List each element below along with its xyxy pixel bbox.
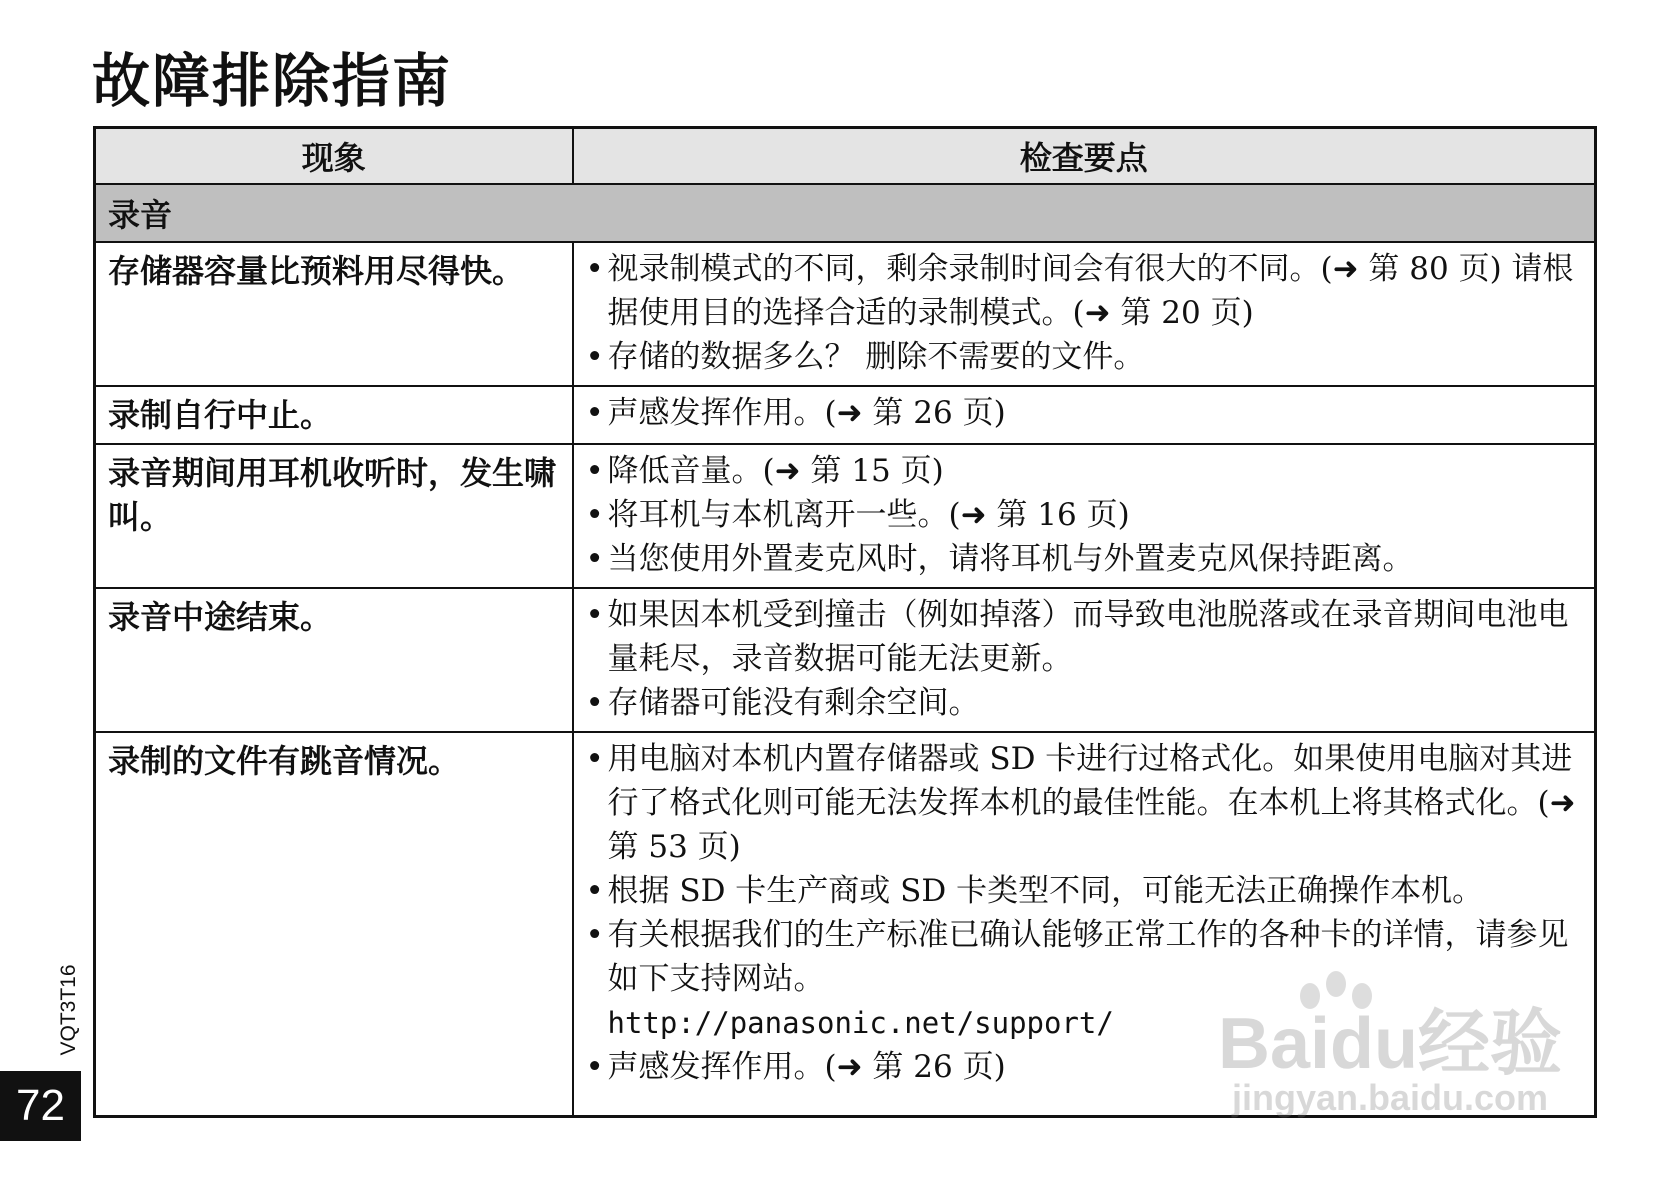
table-row (95, 386, 1596, 444)
support-url-link[interactable]: http://panasonic.net/support/ (607, 1006, 1114, 1040)
troubleshooting-table (93, 126, 1597, 1118)
section-row (95, 184, 1596, 242)
checks-cell (573, 242, 1596, 386)
check-item: • 声感发挥作用。(➜ 第 26 页) (582, 1045, 1585, 1089)
check-item: • 存储的数据多么？ 删除不需要的文件。 (582, 335, 1585, 379)
watermark-brand: Baidu经验 (1217, 1004, 1563, 1084)
check-item: • 降低音量。(➜ 第 15 页) (582, 449, 1585, 493)
check-item: • 根据 SD 卡生产商或 SD 卡类型不同，可能无法正确操作本机。 (582, 869, 1585, 913)
check-item: • 用电脑对本机内置存储器或 SD 卡进行过格式化。如果使用电脑对其进行了格式化则可能无法发挥本机的最佳性能。在本机上将其格式化。(➜ 第 53 页) (582, 737, 1585, 869)
check-item: • 当您使用外置麦克风时，请将耳机与外置麦克风保持距离。 (582, 537, 1585, 581)
header-symptom: 现象 (95, 128, 573, 185)
check-item-text: 有关根据我们的生产标准已确认能够正常工作的各种卡的详情，请参见如下支持网站。 (607, 917, 1569, 997)
document-code-text: VQT3T16 (57, 964, 80, 1056)
document-code (56, 960, 82, 1060)
check-item: • 视录制模式的不同，剩余录制时间会有很大的不同。(➜ 第 80 页) 请根据使用目的选择合适的录制模式。(➜ 第 20 页) (582, 247, 1585, 335)
symptom-cell: 录音中途结束。 (95, 588, 573, 732)
watermark-domain: jingyan.baidu.com (1231, 1077, 1549, 1118)
symptom-cell: 存储器容量比预料用尽得快。 (95, 242, 573, 386)
table-row (95, 444, 1596, 588)
checks-cell (573, 588, 1596, 732)
symptom-cell: 录制的文件有跳音情况。 (95, 732, 573, 1117)
checks-cell (573, 444, 1596, 588)
check-item: • 声感发挥作用。(➜ 第 26 页) (582, 391, 1585, 435)
table-header-row (95, 128, 1596, 185)
checks-cell (573, 732, 1596, 1117)
table-row (95, 588, 1596, 732)
checks-cell (573, 386, 1596, 444)
symptom-cell: 录音期间用耳机收听时，发生啸叫。 (95, 444, 573, 588)
check-item: • 存储器可能没有剩余空间。 (582, 681, 1585, 725)
page-number: 72 (0, 1071, 81, 1141)
table-row (95, 732, 1596, 1117)
check-item: • 将耳机与本机离开一些。(➜ 第 16 页) (582, 493, 1585, 537)
check-item: • 如果因本机受到撞击（例如掉落）而导致电池脱落或在录音期间电池电量耗尽，录音数据可能无法更新。 (582, 593, 1585, 681)
symptom-cell: 录制自行中止。 (95, 386, 573, 444)
section-label: 录音 (95, 184, 1596, 242)
table-row (95, 242, 1596, 386)
check-item (582, 913, 1585, 1045)
page-title: 故障排除指南 (92, 47, 453, 115)
header-checks: 检查要点 (573, 128, 1596, 185)
